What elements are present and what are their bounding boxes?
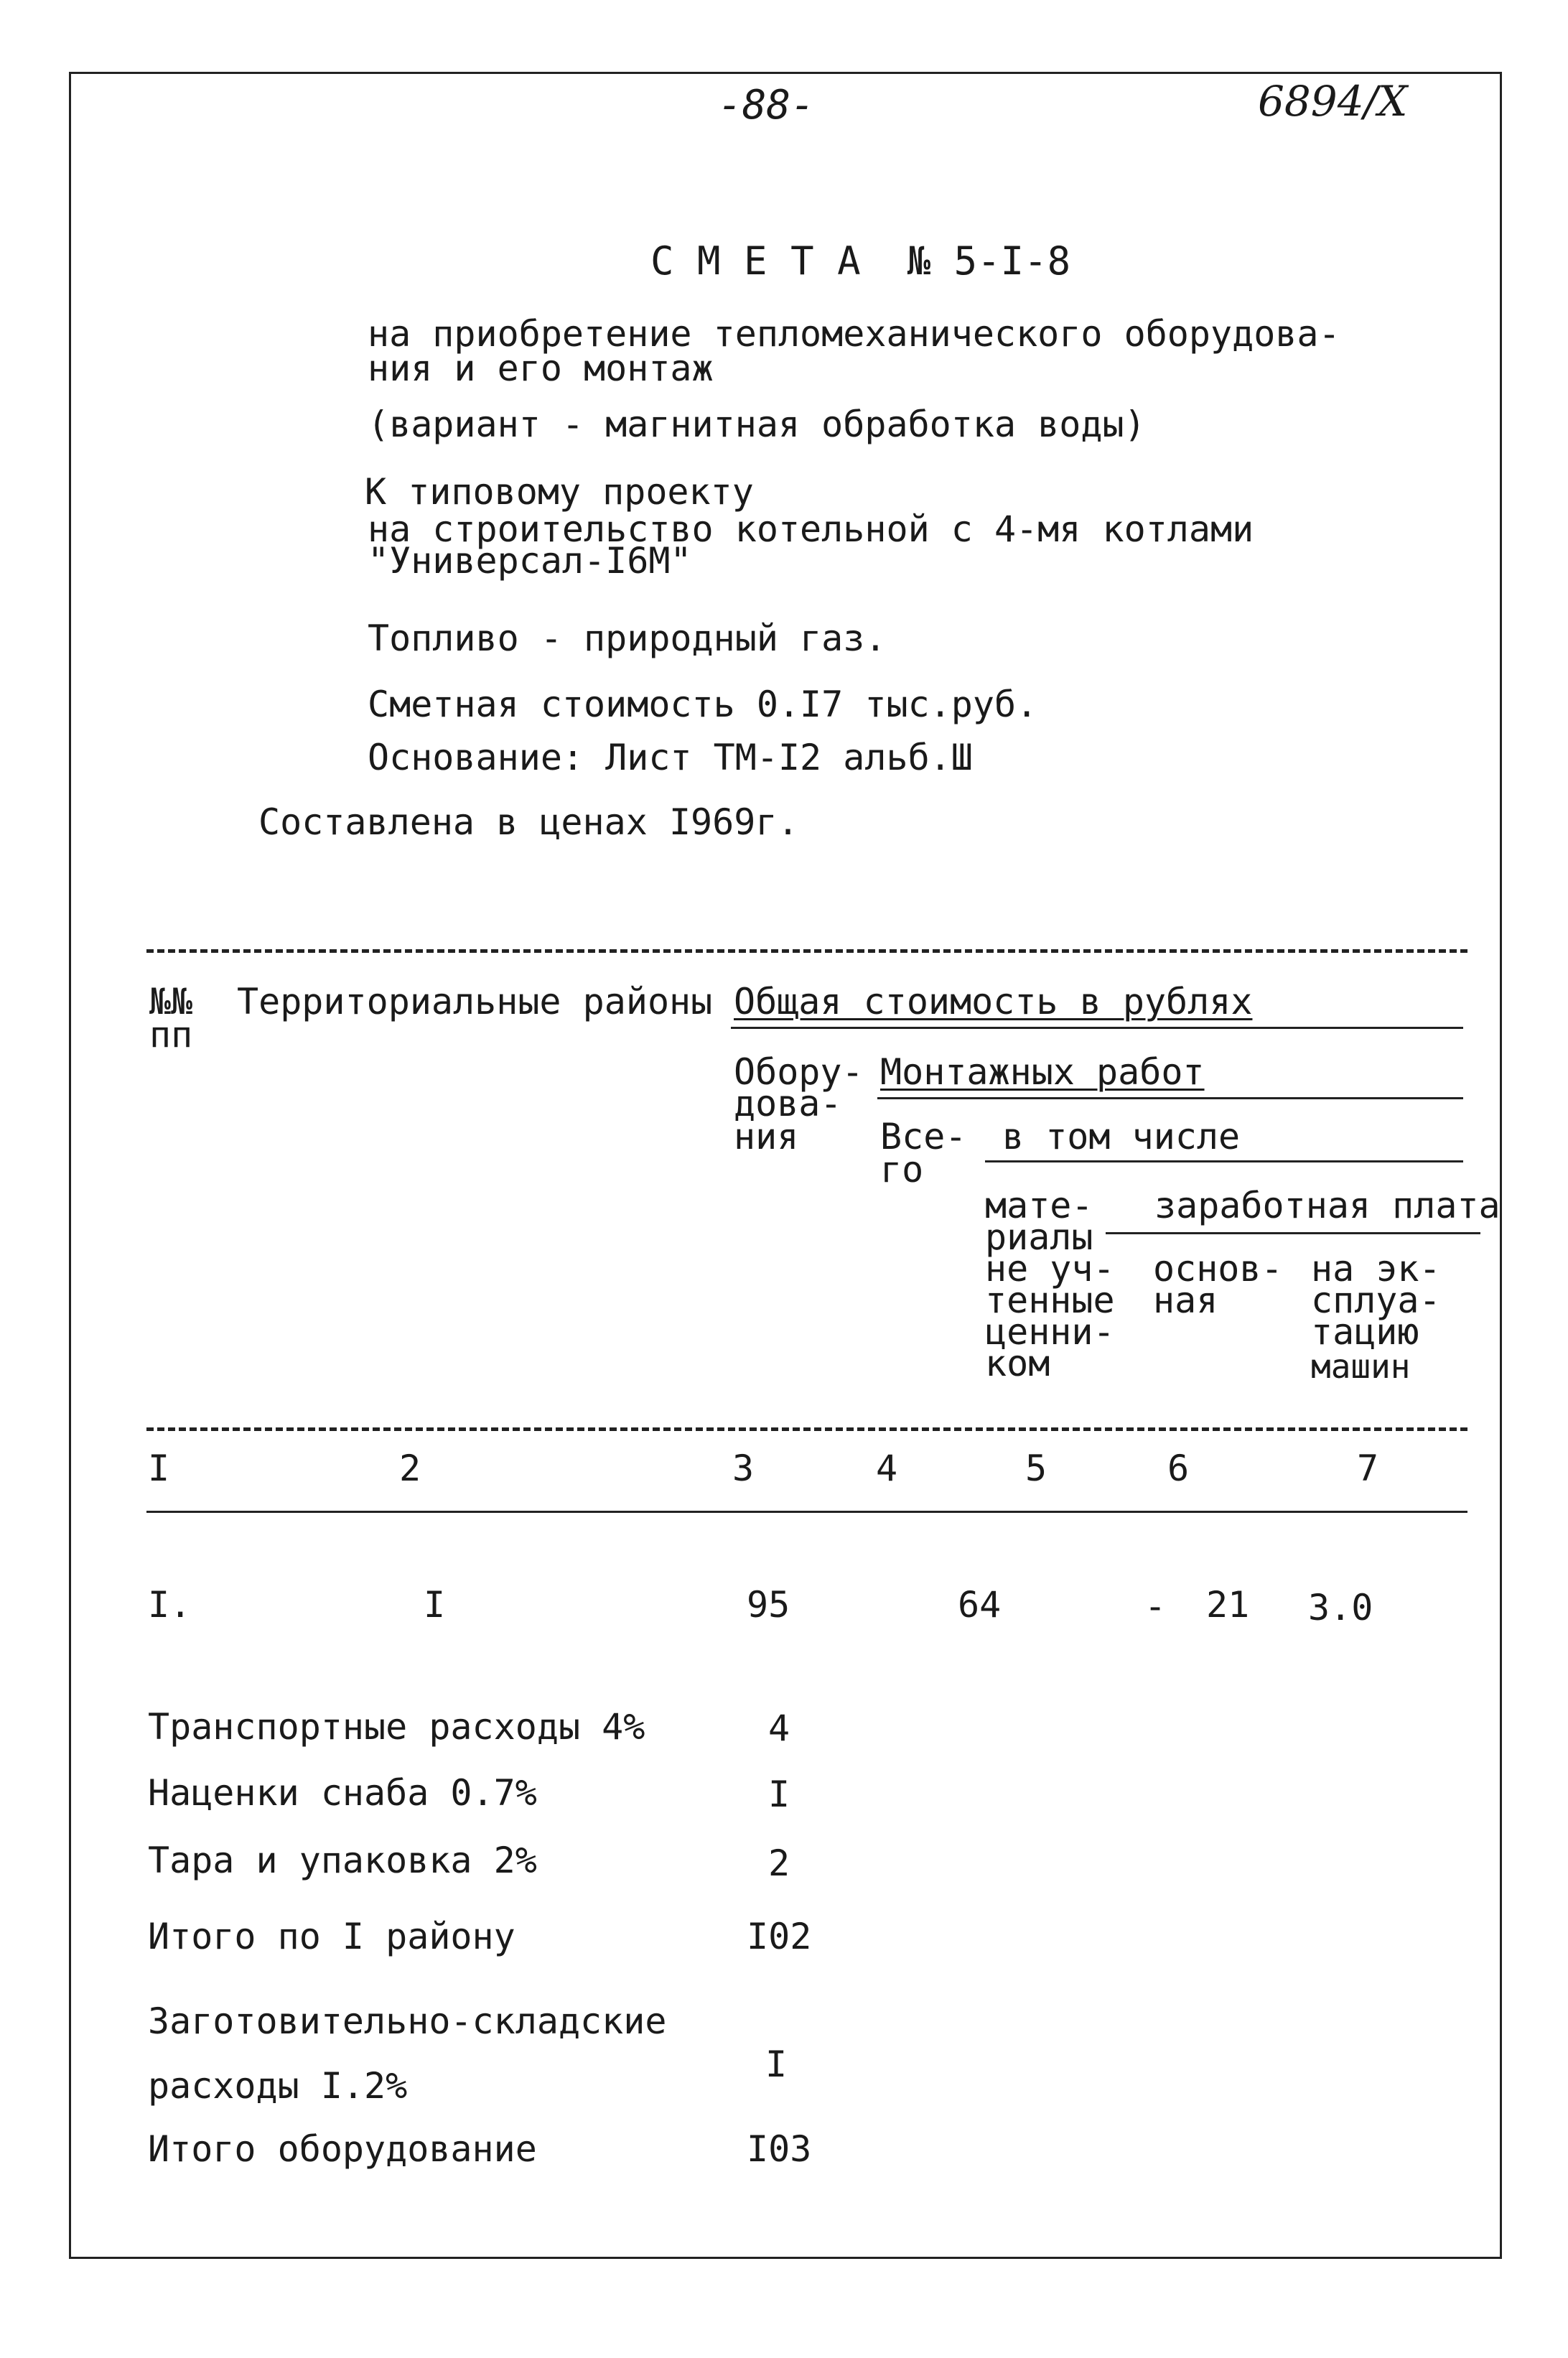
header-equipment-line-3: ния (734, 1116, 799, 1157)
column-number-6: 6 (1167, 1448, 1190, 1489)
summary-value-transport: 4 (768, 1707, 790, 1749)
header-total-line-2: го (880, 1149, 924, 1190)
column-number-5: 5 (1025, 1448, 1047, 1489)
header-wages-rule (1106, 1232, 1480, 1234)
prices-line: Составлена в ценах I969г. (258, 801, 799, 843)
header-operation-line-3: тацию (1311, 1311, 1419, 1353)
column-number-4: 4 (876, 1448, 898, 1489)
summary-label-packaging: Тара и упаковка 2% (148, 1840, 537, 1881)
row-installation-total: 64 (958, 1584, 1002, 1626)
header-installation-rule (877, 1097, 1463, 1099)
header-materials-line-1: мате- (985, 1185, 1093, 1226)
header-wages: заработная плата (1154, 1185, 1501, 1226)
row-wages-basic: 21 (1206, 1584, 1250, 1626)
header-including: в том числе (1002, 1116, 1241, 1157)
summary-label-equipment-total: Итого оборудование (148, 2128, 537, 2170)
column-number-1: I (148, 1448, 170, 1489)
header-operation-line-1: на эк- (1311, 1248, 1441, 1290)
header-bottom-dashed-rule (146, 1427, 1467, 1431)
header-total-cost: Общая стоимость в рублях (734, 981, 1253, 1022)
header-regions: Территориальные районы (237, 981, 713, 1022)
header-equipment-line-2: дова- (734, 1083, 842, 1124)
summary-value-region-total: I02 (747, 1916, 812, 1957)
summary-label-markup: Наценки снаба 0.7% (148, 1772, 537, 1814)
header-num-line-1: №№ (149, 981, 193, 1022)
header-including-rule (985, 1160, 1463, 1162)
row-materials: - (1144, 1585, 1167, 1627)
basis-line: Основание: Лист ТМ-I2 альб.Ш (368, 737, 973, 778)
page-number: -88- (718, 82, 815, 129)
column-numbers-rule (146, 1511, 1467, 1513)
header-materials-line-6: ком (985, 1343, 1050, 1384)
summary-value-packaging: 2 (768, 1842, 790, 1884)
project-line-1: К типовому проекту (365, 471, 754, 513)
summary-value-storage: I (765, 2044, 788, 2085)
header-operation-line-4: машин (1311, 1347, 1411, 1386)
header-num-line-2: пп (149, 1014, 193, 1055)
header-basic-line-1: основ- (1153, 1248, 1283, 1290)
document-id: 6894/X (1258, 77, 1408, 126)
row-equipment: 95 (747, 1584, 790, 1626)
summary-value-markup: I (768, 1774, 790, 1815)
table-top-dashed-rule (146, 949, 1467, 953)
header-total-cost-rule (731, 1027, 1463, 1029)
header-materials-line-2: риалы (985, 1216, 1093, 1258)
project-line-3: "Универсал-I6М" (368, 540, 692, 582)
header-materials-line-4: тенные (985, 1280, 1115, 1321)
summary-label-region-total: Итого по I району (148, 1916, 515, 1957)
column-number-3: 3 (732, 1448, 755, 1489)
header-basic-line-2: ная (1153, 1280, 1218, 1321)
row-wages-operation: 3.0 (1308, 1587, 1373, 1628)
header-materials-line-3: не уч- (985, 1248, 1115, 1290)
header-total-line-1: Все- (880, 1116, 967, 1157)
fuel-line: Топливо - природный газ. (368, 618, 887, 659)
document-title: С М Е Т А № 5-I-8 (650, 238, 1071, 284)
header-materials-line-5: ценни- (985, 1311, 1115, 1353)
project-line-2: на строительство котельной с 4-мя котлами (368, 508, 1254, 550)
column-number-7: 7 (1357, 1448, 1379, 1489)
summary-label-storage: Заготовительно-складские расходы I.2% (148, 2000, 667, 2107)
header-equipment-line-1: Обору- (734, 1051, 864, 1093)
row-region: I (424, 1584, 446, 1626)
header-operation-line-2: сплуа- (1311, 1280, 1441, 1321)
subtitle-line-1: на приобретение тепломеханического оборудова- (368, 313, 1340, 355)
column-number-2: 2 (399, 1448, 421, 1489)
row-number: I. (148, 1584, 192, 1626)
subtitle-line-2: ния и его монтаж (368, 348, 714, 389)
cost-line: Сметная стоимость 0.I7 тыс.руб. (368, 684, 1038, 725)
summary-label-transport: Транспортные расходы 4% (148, 1706, 645, 1748)
summary-value-equipment-total: I03 (747, 2128, 812, 2170)
subtitle-line-3: (вариант - магнитная обработка воды) (368, 404, 1146, 445)
header-installation: Монтажных работ (880, 1051, 1205, 1093)
